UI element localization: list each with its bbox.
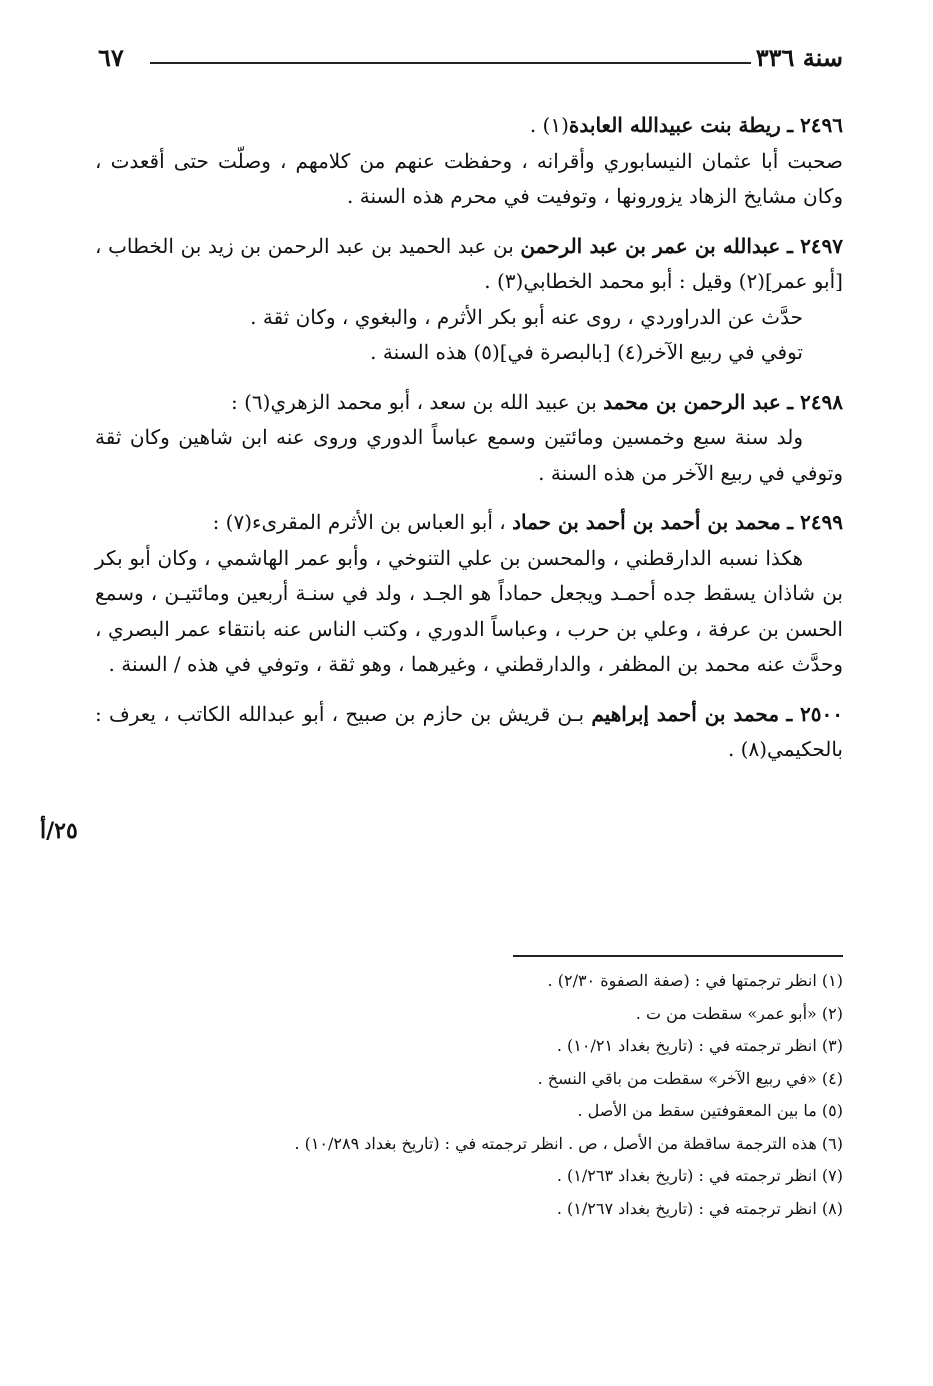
entry-heading bbox=[95, 697, 843, 768]
footnote-2: (٢) «أبو عمر» سقطت من ت . bbox=[635, 1003, 843, 1023]
entry-name: عبد الرحمن بن محمد bbox=[603, 389, 781, 414]
entry-2496 bbox=[95, 108, 843, 215]
footnote-7: (٧) انظر ترجمته في : (تاريخ بغداد ١/٢٦٣) . bbox=[556, 1166, 843, 1185]
footnote-6: (٦) هذه الترجمة ساقطة من الأصل ، ص . انظر ترجمته في : (تاريخ بغداد ١٠/٢٨٩) . bbox=[294, 1133, 843, 1153]
entry-2497 bbox=[95, 229, 843, 371]
entry-heading-rest: بن عبد الحميد بن عبد الرحمن بن زيد بن الخطاب ، [أبو عمر](٢) وقيل : أبو محمد الخطابي(٣) . bbox=[95, 233, 843, 293]
entry-number: ٢٤٩٧ ـ bbox=[786, 233, 844, 258]
entry-paragraph: صحبت أبا عثمان النيسابوري وأقرانه ، وحفظت عنهم من كلامهم ، وصلّت حتى أقعدت ، وكان مشايخ الزهاد يزورونها ، وتوفيت في محرم هذه السنة . bbox=[95, 148, 843, 208]
running-header bbox=[98, 40, 843, 76]
footnotes bbox=[95, 965, 843, 1225]
entry-heading bbox=[95, 385, 843, 421]
header-year: سنة ٣٣٦ bbox=[755, 43, 843, 72]
main-text bbox=[95, 108, 843, 782]
footnote-1: (١) انظر ترجمتها في : (صفة الصفوة ٢/٣٠) . bbox=[547, 971, 843, 990]
footnote-3: (٣) انظر ترجمته في : (تاريخ بغداد ١٠/٢١) . bbox=[556, 1036, 843, 1055]
entry-number: ٢٤٩٦ ـ bbox=[787, 113, 843, 137]
entry-paragraph: ولد سنة سبع وخمسين ومائتين وسمع عباساً الدوري وروى عنه ابن شاهين وكان ثقة وتوفي في ربيع الآخر من هذه السنة . bbox=[95, 425, 843, 485]
entry-number: ٢٥٠٠ ـ bbox=[786, 701, 844, 726]
entry-number: ٢٤٩٩ ـ bbox=[787, 510, 843, 534]
footnote-8: (٨) انظر ترجمته في : (تاريخ بغداد ١/٢٦٧) . bbox=[556, 1198, 843, 1218]
entry-name: ريطة بنت عبيدالله العابدة bbox=[568, 113, 781, 137]
entry-heading-rest: بن عبيد الله بن سعد ، أبو محمد الزهري(٦) : bbox=[230, 389, 597, 414]
footnote-5: (٥) ما بين المعقوفتين سقط من الأصل . bbox=[577, 1101, 843, 1120]
entry-heading bbox=[95, 505, 843, 541]
entry-2498 bbox=[95, 385, 843, 492]
footnote-4: (٤) «في ربيع الآخر» سقطت من باقي النسخ . bbox=[537, 1068, 843, 1088]
entry-number: ٢٤٩٨ ـ bbox=[787, 389, 843, 414]
entry-name: محمد بن أحمد بن أحمد بن حماد bbox=[512, 510, 781, 534]
entry-name: محمد بن أحمد إبراهيم bbox=[591, 701, 780, 726]
entry-heading-rest: (١) . bbox=[529, 113, 569, 137]
entry-heading-rest: ، أبو العباس بن الأثرم المقرىء(٧) : bbox=[212, 510, 506, 534]
footnote-separator bbox=[513, 955, 843, 957]
page-number: ٦٧ bbox=[98, 43, 124, 72]
entry-2500 bbox=[95, 697, 843, 768]
entry-heading-rest: بـن قريش بن حازم بن صبيح ، أبو عبدالله الكاتب ، يعرف : بالحكيمي(٨) . bbox=[95, 701, 843, 761]
entry-paragraph: حدَّث عن الدراوردي ، روى عنه أبو بكر الأثرم ، والبغوي ، وكان ثقة . bbox=[250, 304, 803, 329]
entry-paragraph: هكذا نسبه الدارقطني ، والمحسن بن علي التنوخي ، وأبو عمر الهاشمي ، وكان أبو بكر بن شاذان يسقط جده أحمـد ويجعل حماداً هو الجـد ، ولد في سنـة أربعين ومائتيـن ، وسمع الحسن بن عرفة ، وعلي بن حرب ، وعباساً الدوري ، وكتب الناس عنه بانتقاء عمر البصري ، وحدَّث عنه محمد بن المظفر ، والدارقطني ، وغيرهما ، وهو ثقة ، وتوفي في هذه / السنة . bbox=[95, 545, 843, 676]
manuscript-folio-marker: ٢٥/أ bbox=[40, 818, 78, 844]
header-rule bbox=[150, 62, 751, 64]
entry-paragraph: توفي في ربيع الآخر(٤) [بالبصرة في](٥) هذه السنة . bbox=[370, 340, 803, 364]
entry-name: عبدالله بن عمر بن عبد الرحمن bbox=[520, 233, 781, 258]
entry-heading bbox=[95, 108, 843, 144]
entry-2499 bbox=[95, 505, 843, 683]
entry-heading bbox=[95, 229, 843, 300]
